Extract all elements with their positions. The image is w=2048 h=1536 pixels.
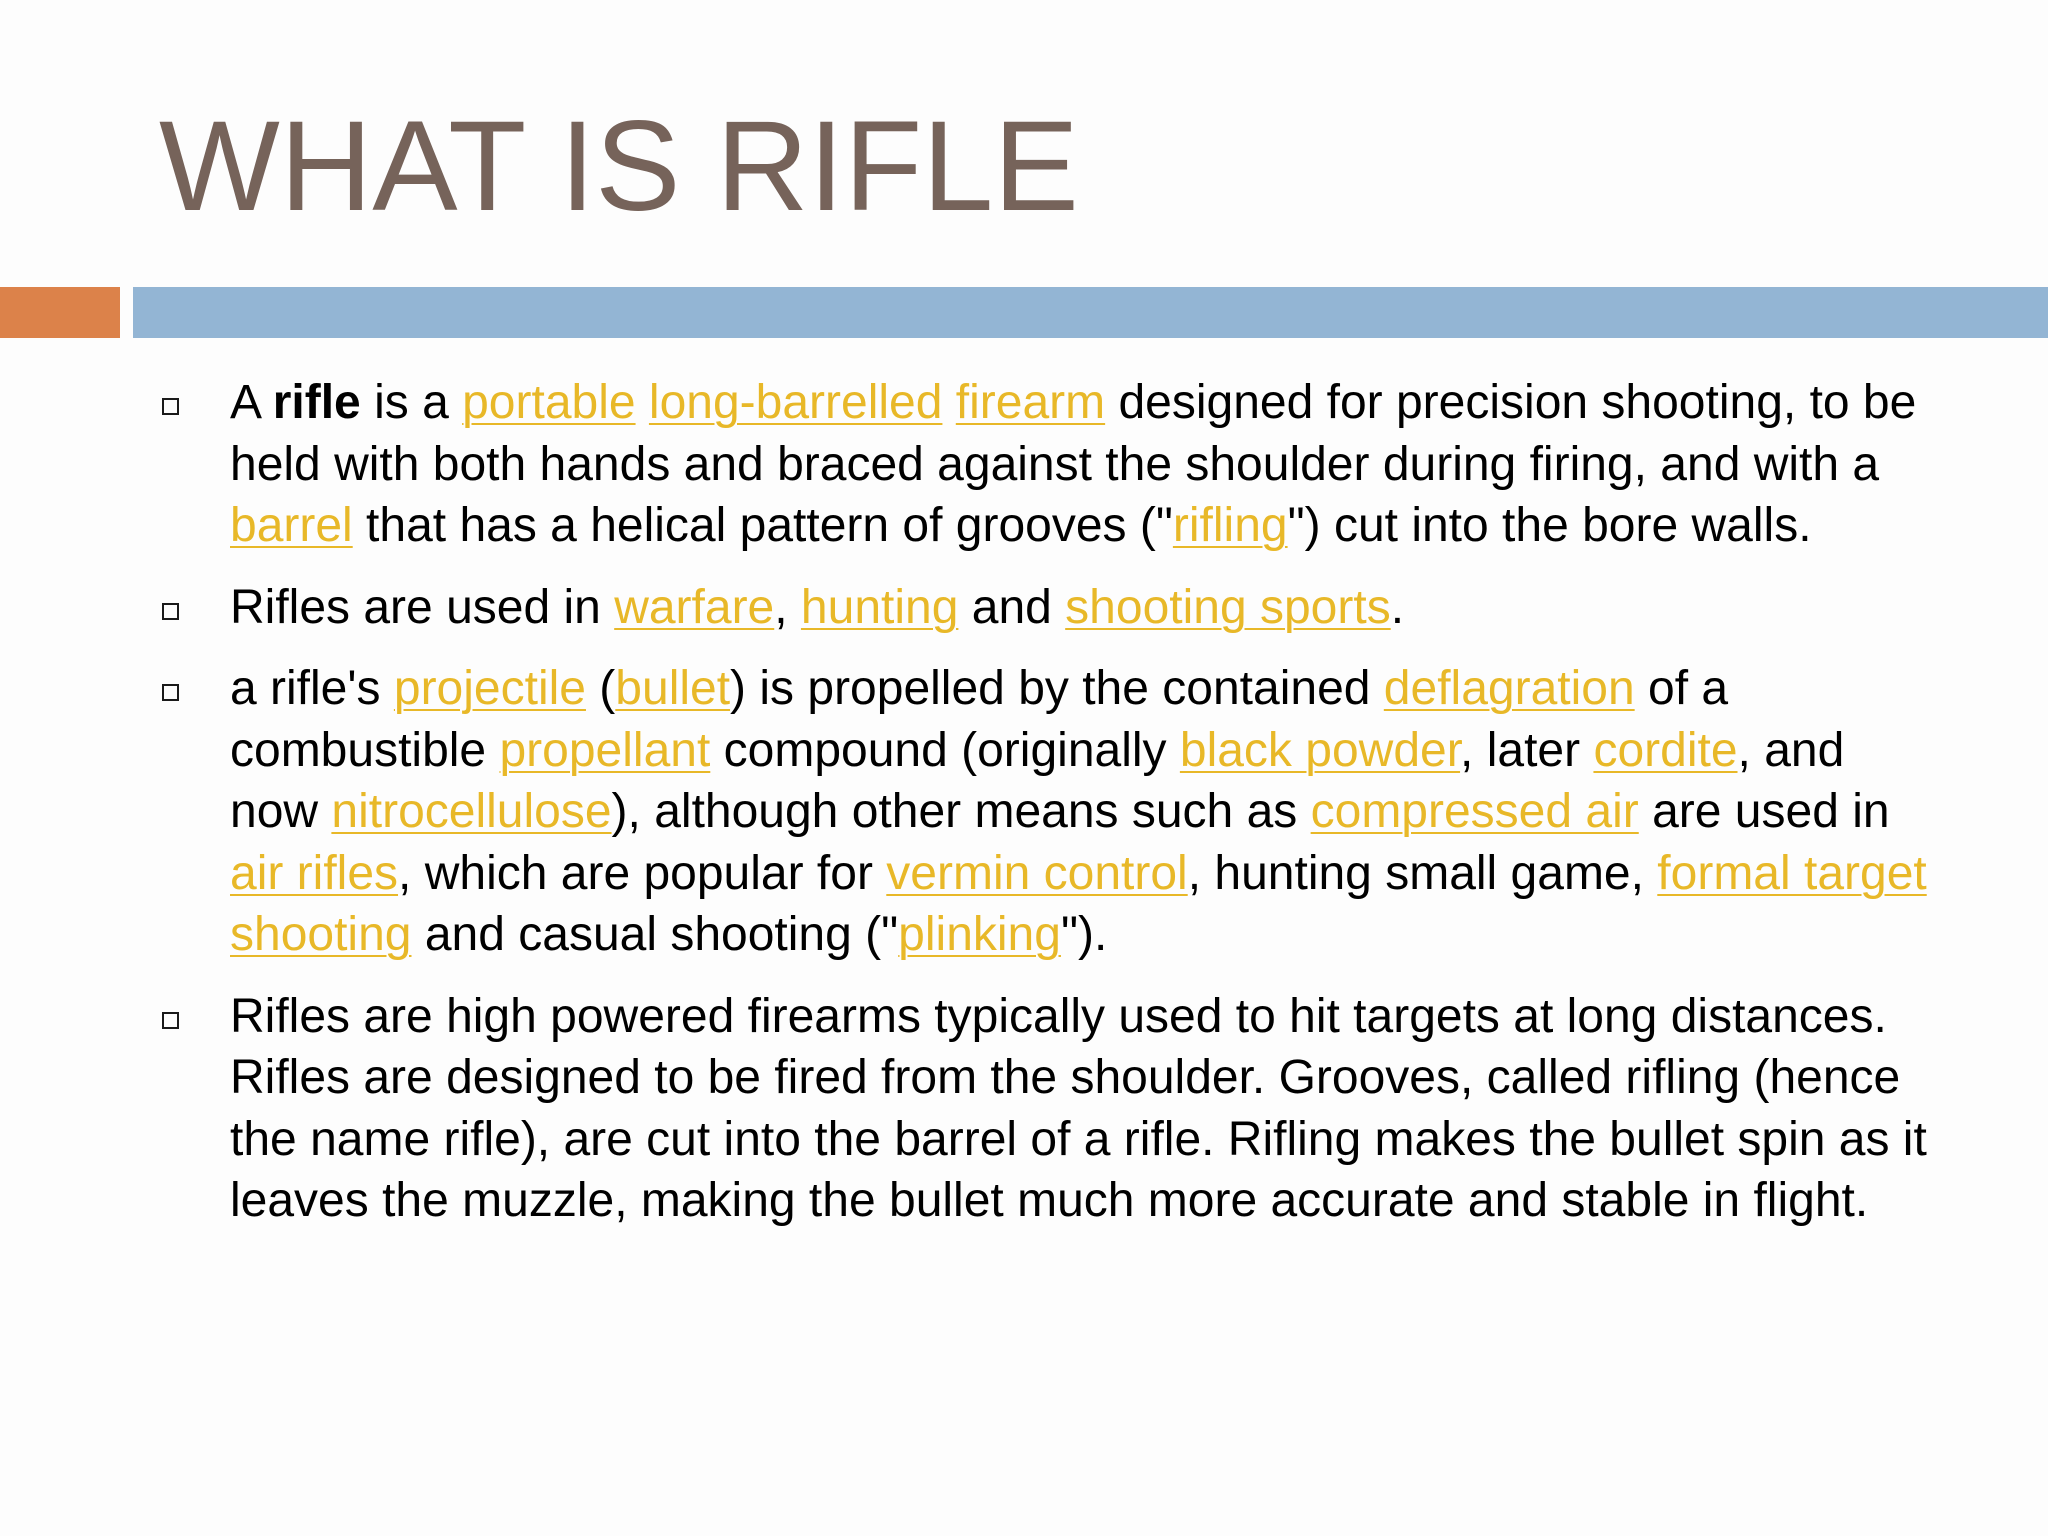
link-warfare[interactable]: warfare xyxy=(614,580,775,634)
bullet-text xyxy=(230,658,1930,966)
link-nitrocellulose[interactable]: nitrocellulose xyxy=(331,785,612,838)
link-vermin-control[interactable]: vermin control xyxy=(886,846,1188,900)
link-formal-target-shooting[interactable]: formal target shooting xyxy=(230,846,1927,961)
bullet-text: Rifles are high powered firearms typically used to hit targets at long distances. Rifles are designed to be fired from the shoulder. Grooves, called rifling (hence the name rifle), are cut into the barrel of a rifle. Rifling makes the bullet spin as it leaves the muzzle, making the bullet much more accurate and stable in flight. xyxy=(230,989,1927,1227)
text-run: , later xyxy=(1460,723,1594,777)
bullet-item-projectile xyxy=(230,658,1930,966)
bullet-text xyxy=(230,577,1930,639)
text-run: ) is propelled by the contained xyxy=(730,662,1384,715)
text-run: compound (originally xyxy=(710,723,1180,777)
link-rifling[interactable]: rifling xyxy=(1172,499,1288,552)
square-bullet-icon xyxy=(162,684,179,701)
text-run: are used in xyxy=(1638,785,1890,838)
text-run: designed for precision shooting, to be held with both hands and braced against the shoulder during firing, and with a xyxy=(230,376,1917,491)
bullet-item-summary xyxy=(230,986,1930,1232)
text-run: and xyxy=(958,580,1066,634)
link-portable[interactable]: portable xyxy=(462,376,636,429)
square-bullet-icon xyxy=(162,398,179,415)
text-run: a rifle's xyxy=(230,662,394,715)
bullet-item-definition xyxy=(230,372,1930,557)
link-cordite[interactable]: cordite xyxy=(1593,723,1738,777)
text-run: of a combustible xyxy=(230,662,1729,777)
link-bullet[interactable]: bullet xyxy=(615,662,731,715)
text-run: A xyxy=(230,376,273,429)
link-air-rifles[interactable]: air rifles xyxy=(230,846,399,900)
title-underline-bar xyxy=(133,287,2048,338)
link-barrel[interactable]: barrel xyxy=(230,499,353,552)
link-propellant[interactable]: propellant xyxy=(499,723,711,777)
text-run: is a xyxy=(360,376,463,429)
link-projectile[interactable]: projectile xyxy=(393,662,586,715)
slide-title: WHAT IS RIFLE xyxy=(159,95,1079,238)
text-run: ") cut into the bore walls. xyxy=(1287,499,1812,552)
bullet-list xyxy=(0,372,1930,1252)
link-plinking[interactable]: plinking xyxy=(898,908,1061,961)
bullet-text xyxy=(230,372,1930,557)
link-shooting-sports[interactable]: shooting sports xyxy=(1065,580,1391,634)
text-run: Rifles are used in xyxy=(230,580,615,634)
link-compressed-air[interactable]: compressed air xyxy=(1310,785,1639,838)
text-run: that has a helical pattern of grooves (" xyxy=(352,499,1173,552)
text-run: and casual shooting (" xyxy=(411,908,899,961)
text-run: ), although other means such as xyxy=(611,785,1311,838)
bullet-item-uses xyxy=(230,577,1930,639)
text-run: , which are popular for xyxy=(398,846,887,900)
text-run: . xyxy=(1390,580,1405,634)
bold-term: rifle xyxy=(272,376,361,429)
link-hunting[interactable]: hunting xyxy=(800,580,959,634)
text-run: ( xyxy=(585,662,616,715)
link-firearm[interactable]: firearm xyxy=(955,376,1106,429)
text-run: , and now xyxy=(230,723,1845,838)
accent-bar xyxy=(0,287,120,338)
link-long-barrelled[interactable]: long-barrelled xyxy=(648,376,943,429)
square-bullet-icon xyxy=(162,1012,179,1029)
text-run: , hunting small game, xyxy=(1187,846,1658,900)
square-bullet-icon xyxy=(162,603,179,620)
text-run: "). xyxy=(1060,908,1108,961)
link-black-powder[interactable]: black powder xyxy=(1179,723,1461,777)
text-run: , xyxy=(774,580,801,634)
link-deflagration[interactable]: deflagration xyxy=(1383,662,1635,715)
